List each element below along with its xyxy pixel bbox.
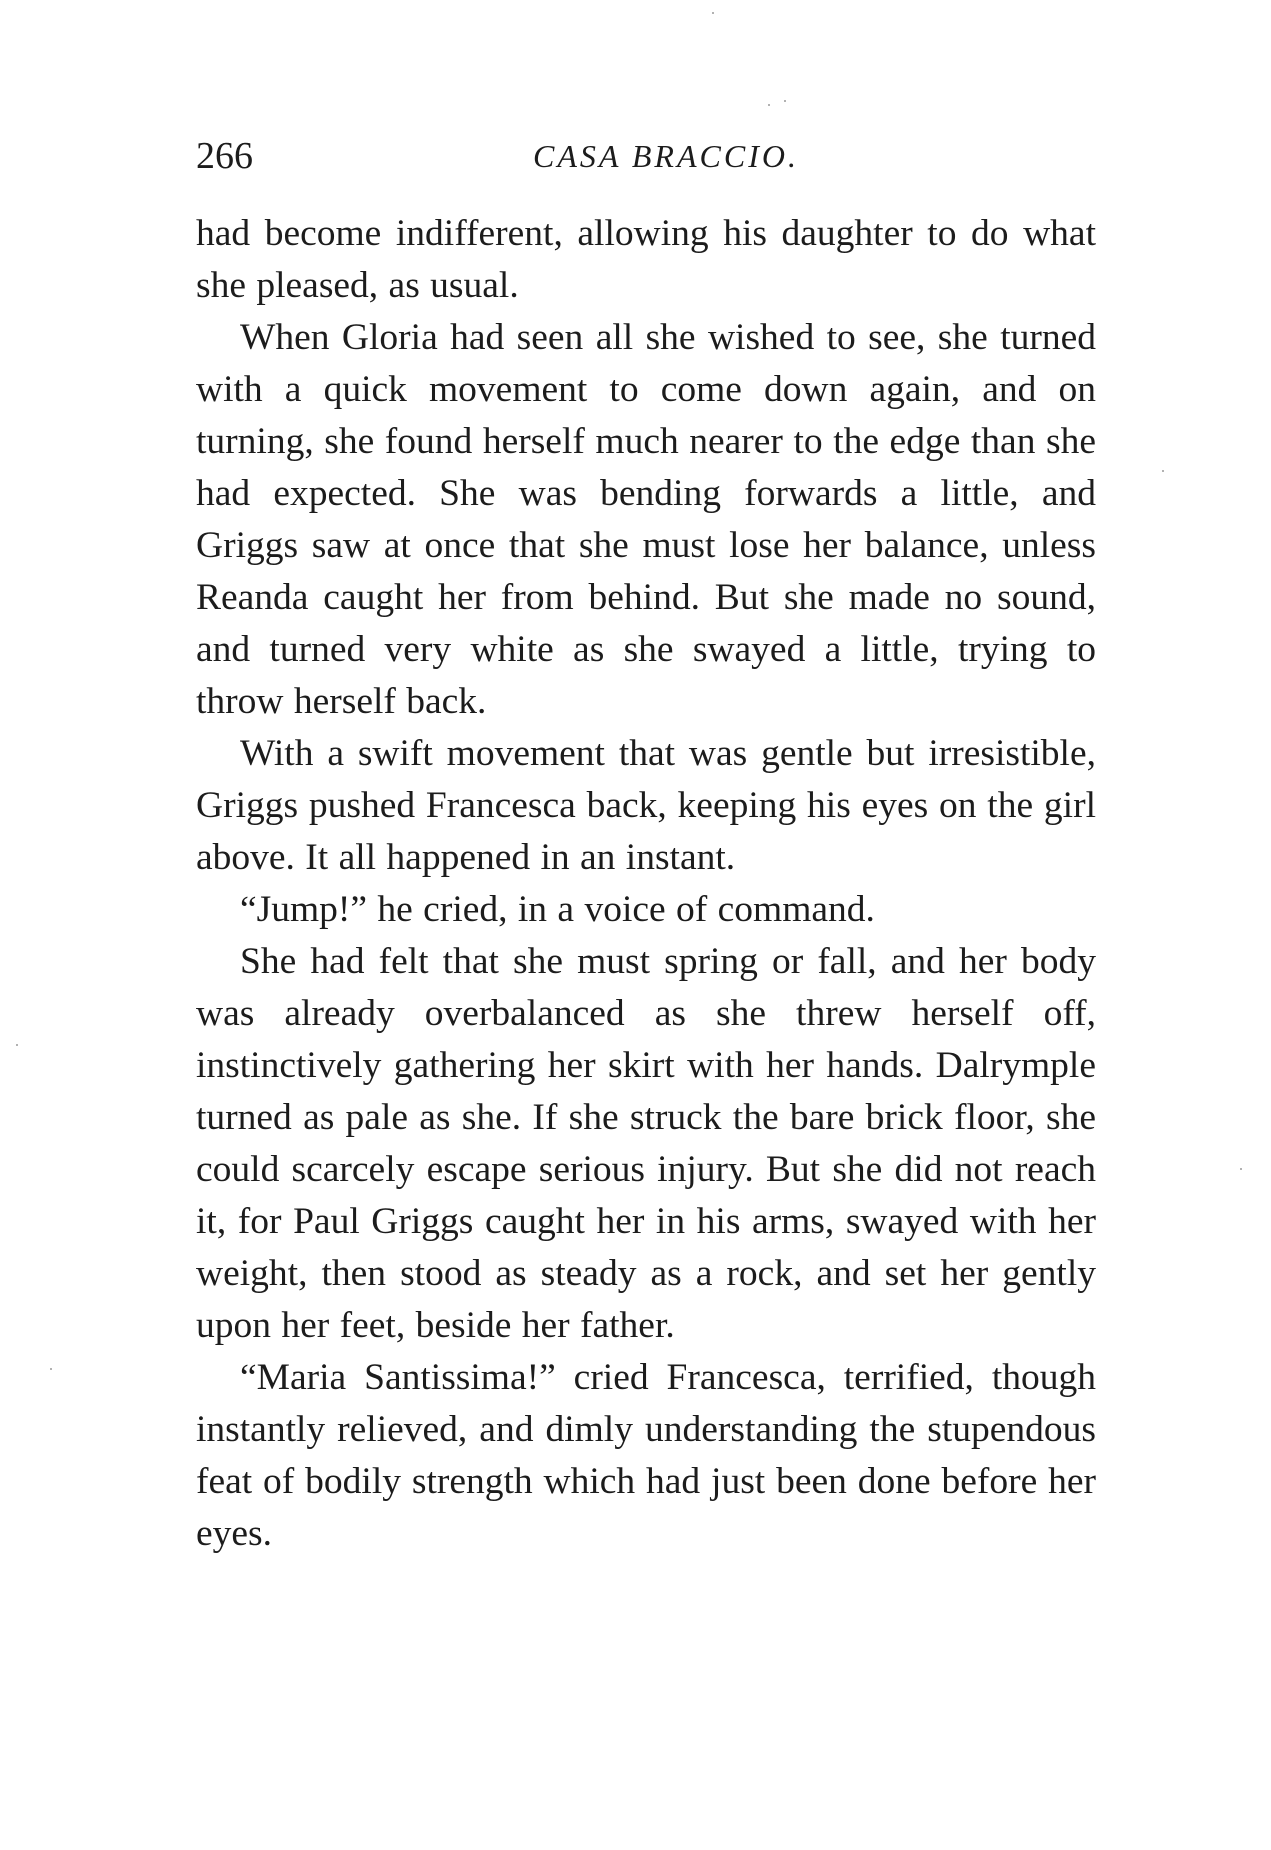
paper-speck [50, 1368, 52, 1370]
body-text [196, 208, 1096, 1560]
paper-speck [1240, 1168, 1242, 1170]
paragraph: “Maria Santissima!” cried Francesca, terrified, though instantly relieved, and dimly understanding the stupendous feat of bodily strength which had just been done before her eyes. [196, 1357, 1096, 1554]
book-page [196, 128, 1096, 1560]
paper-speck [712, 12, 714, 14]
page-header [196, 128, 1096, 188]
paragraph: She had felt that she must spring or fall, and her body was already overbalanced as she threw herself off, instinctively gathering her skirt with her hands. Dalrymple turned as pale as she. If she struck the bare brick floor, she could scarcely escape serious injury. But she did not reach it, for Paul Griggs caught her in his arms, swayed with her weight, then stood as steady as a rock, and set her gently upon her feet, beside her father. [196, 941, 1096, 1346]
paper-speck [784, 100, 786, 102]
paragraph: When Gloria had seen all she wished to see, she turned with a quick movement to come down again, and on turning, she found herself much nearer to the edge than she had expected. She was bending forwards a little, and Griggs saw at once that she must lose her balance, unless Reanda caught her from behind. But she made no sound, and turned very white as she swayed a little, trying to throw herself back. [196, 317, 1096, 722]
paper-speck [1162, 470, 1164, 472]
paper-speck [16, 1044, 18, 1046]
running-title: CASA BRACCIO. [533, 138, 799, 174]
paragraph: “Jump!” he cried, in a voice of command. [240, 889, 875, 930]
paragraph: With a swift movement that was gentle but irresistible, Griggs pushed Francesca back, keeping his eyes on the girl above. It all happened in an instant. [196, 733, 1096, 878]
page-number: 266 [196, 135, 253, 177]
paper-speck [768, 104, 770, 106]
paragraph: had become indifferent, allowing his daughter to do what she pleased, as usual. [196, 213, 1096, 306]
